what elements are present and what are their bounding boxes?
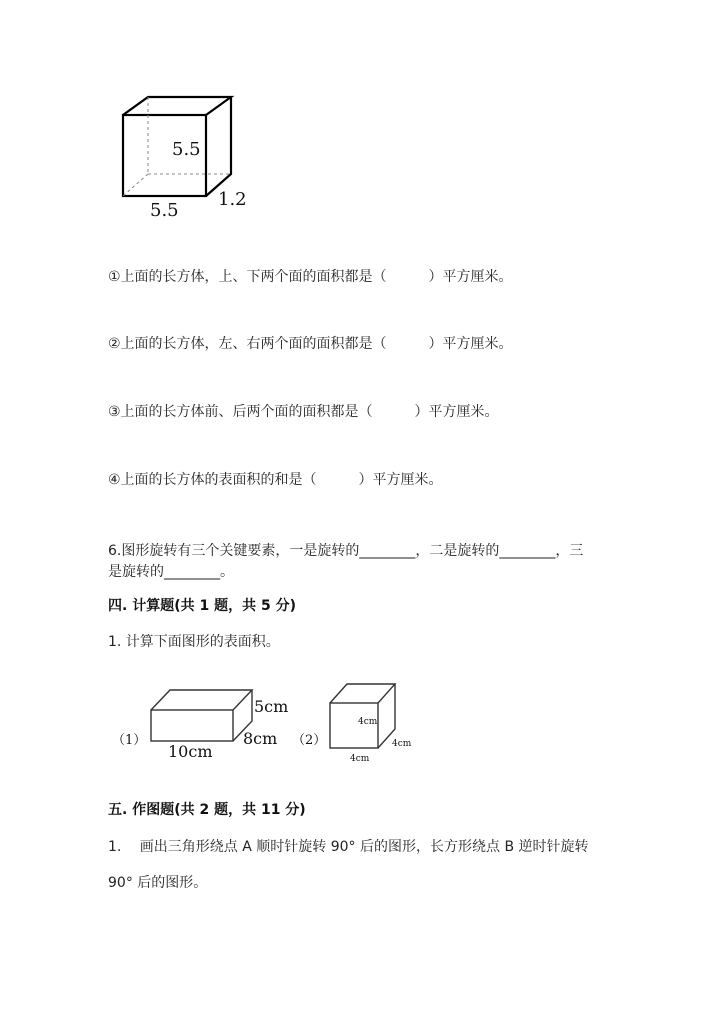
section-5-title: 五. 作图题(共 2 题，共 11 分) <box>108 802 306 818</box>
question-5-part-1: ①上面的长方体，上、下两个面的面积都是（ ）平方厘米。 <box>108 269 513 285</box>
fig1-height-label: 5cm <box>254 697 289 716</box>
fig1-width-label: 8cm <box>243 729 278 748</box>
section-4-title: 四. 计算题(共 1 题，共 5 分) <box>108 598 296 614</box>
cuboid-height-label: 5.5 <box>172 139 201 160</box>
cuboid-depth-label: 1.2 <box>218 189 247 210</box>
question-5-part-3: ③上面的长方体前、后两个面的面积都是（ ）平方厘米。 <box>108 404 499 420</box>
fig2-right-side-label: 4cm <box>392 739 412 749</box>
question-5-part-2: ②上面的长方体，左、右两个面的面积都是（ ）平方厘米。 <box>108 336 513 352</box>
section-5-question-1-line-1: 1. 画出三角形绕点 A 顺时针旋转 90° 后的图形，长方形绕点 B 逆时针旋转 <box>108 839 589 855</box>
cuboid-width-label: 5.5 <box>150 200 179 221</box>
question-6-line-2: 是旋转的________。 <box>108 564 234 580</box>
fig1-length-label: 10cm <box>168 742 213 761</box>
section-4-question-1: 1. 计算下面图形的表面积。 <box>108 634 280 650</box>
fig1-index-label: （1） <box>112 733 147 748</box>
question-5-part-4: ④上面的长方体的表面积的和是（ ）平方厘米。 <box>108 472 443 488</box>
question-6-line-1: 6.图形旋转有三个关键要素，一是旋转的________，二是旋转的________，三 <box>108 543 584 559</box>
fig2-index-label: （2） <box>292 733 327 748</box>
fig2-front-side-label: 4cm <box>358 717 378 727</box>
fig2-bottom-side-label: 4cm <box>350 754 370 764</box>
section-5-question-1-line-2: 90° 后的图形。 <box>108 875 208 891</box>
